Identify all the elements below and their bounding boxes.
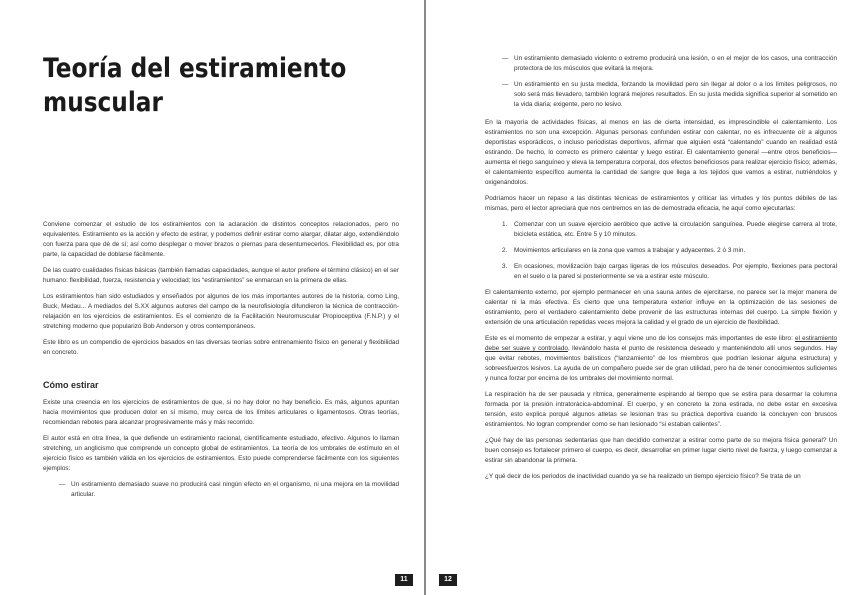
- dash-marker: —: [502, 81, 509, 88]
- dash-item-text: Un estiramiento demasiado violento o extremo producirá una lesión, o en el mejor de los casos, una contracción protectora de los músculos que evitará la mejora.: [514, 55, 837, 72]
- section-heading: Cómo estirar: [43, 380, 99, 390]
- item-number: 1.: [502, 221, 508, 228]
- dash-marker: —: [59, 481, 66, 488]
- numbered-list-item: [485, 262, 837, 282]
- chapter-title: [43, 52, 353, 120]
- dash-list-item: [485, 80, 837, 110]
- dash-item-text: Un estiramiento demasiado suave no producirá casi ningún efecto en el organismo, ni una mejora en la movilidad articular.: [71, 481, 399, 498]
- paragraph: De las cuatro cualidades físicas básicas (también llamadas capacidades, aunque el autor prefiere el término clásico) en el ser humano: flexibilidad, fuerza, resistencia y velocidad; los “estiramientos” se enmarcan en la primera de ellas.: [43, 267, 399, 284]
- chapter-title-line1: Teoría del estiramiento: [43, 53, 347, 84]
- paragraph: El calentamiento externo, por ejemplo permanecer en una sauna antes de ejercitarse, no parece ser la mejor manera de calentar ni la más efectiva. Es cierto que una temperatura exterior influye en la optimización de las sesiones de estiramiento, pero el verdadero calentamiento debe provenir de las estructuras internas del cuerpo. La simple flexión y extensión de una articulación repetidas veces mejora la calidad y el grado de un ejercicio de flexibilidad.: [485, 289, 837, 326]
- page-number: 11: [395, 574, 413, 586]
- item-text: Comenzar con un suave ejercicio aeróbico que active la circulación sanguínea. Puede elegirse carrera al trote, bicicleta estática, etc. Entre 5 y 10 minutos.: [514, 221, 837, 238]
- paragraph-text: Este es el momento de empezar a estirar, y aquí viene uno de los consejos más importantes de este libro:: [485, 335, 796, 342]
- paragraph: Existe una creencia en los ejercicios de estiramientos de que, si no hay dolor no hay beneficio. Es más, algunos apuntan hacia movimientos que producen dolor en sí mismo, muy cerca de los límites articulares o ligamentosos. Otras teorías, recomiendan rebotes para alcanzar progresivamente más y más recorrido.: [43, 399, 399, 426]
- right-page: [426, 0, 850, 595]
- right-body-column: [485, 54, 837, 488]
- page-number: 12: [439, 574, 457, 586]
- item-text: En ocasiones, movilización bajo cargas ligeras de los músculos deseados. Por ejemplo, flexiones para pectoral en el suelo o la pared si posteriormente se va a estirar este músculo.: [514, 263, 837, 280]
- paragraph-text: , llevándolo hasta el punto de resistencia deseado y manteniéndolo allí unos segundos. Hay que evitar rebotes, movimientos balísticos (“lanzamiento” de los miembros que podrían lesionar alguna estructura) y sobreesfuerzos lesivos. La ayuda de un compañero puede ser de gran utilidad, pero ha de tener conocimientos suficientes y nunca forzar por encima de los umbrales del movimiento normal.: [485, 345, 837, 382]
- paragraph: [485, 334, 837, 384]
- left-body-column: [43, 220, 399, 506]
- paragraph: Este libro es un compendio de ejercicios basados en las diversas teorías sobre entrenamiento físico en general y flexibilidad en concreto.: [43, 339, 399, 356]
- item-number: 2.: [502, 247, 508, 254]
- paragraph: ¿Y qué decir de los periodos de inactividad cuando ya se ha realizado un tiempo ejercicio físico? Se trata de un: [485, 473, 801, 480]
- paragraph: El autor está en otra línea, la que defiende un estiramiento racional, científicamente estudiado, efectivo. Algunos lo llaman stretching, un anglicismo que comprende un concepto global de estiramientos. La teoría de los umbrales de estímulo en el ejercicio físico es también válida en los ejercicios de estiramientos. Esto puede comprenderse fácilmente con los siguientes ejemplos:: [43, 435, 399, 472]
- underlined-phrase: el estiramiento debe ser suave y controlado: [485, 335, 837, 352]
- item-number: 3.: [502, 263, 508, 270]
- paragraph: En la mayoría de actividades físicas, al menos en las de cierta intensidad, es imprescindible el calentamiento. Los estiramientos no son una excepción. Algunas personas confunden estirar con calentar, no es infrecuente oír a algunos deportistas esporádicos, o incluso periodistas deportivos, afirmar que alguien está “calentando” cuando en realidad está estirando. De hecho, lo correcto es primero calentar y luego estirar. El calentamiento general —entre otros beneficios— aumenta el riego sanguíneo y eleva la temperatura corporal, dos efectos beneficiosos para realizar ejercicio físico; además, el calentamiento específico aumenta la cantidad de sangre que llega a los tejidos que vamos a estirar, nutriéndolos y oxigenándolos.: [485, 119, 837, 186]
- numbered-list-item: [485, 246, 837, 256]
- chapter-title-line2: muscular: [43, 87, 163, 118]
- paragraph: Conviene comenzar el estudio de los estiramientos con la aclaración de distintos conceptos relacionados, pero no equivalentes. Estiramiento es la acción y efecto de estirar, y podemos definir estirar como alargar, dilatar algo, extendiéndolo con fuerza para que dé de sí; así como desplegar o mover brazos o piernas para desentumecerlos. Flexibilidad es, por otra parte, la capacidad de doblarse fácilmente.: [43, 221, 399, 258]
- item-text: Movimientos articulares en la zona que vamos a trabajar y adyacentes. 2 ó 3 min.: [514, 247, 746, 254]
- paragraph: La respiración ha de ser pausada y rítmica, generalmente espirando al tiempo que se estira para desarmar la columna formada por la presión intratorácica-abdominal. El cuerpo, y en concreto la zona estirada, no debe estar en excesiva tensión, esto explica porqué algunos atletas se lesionan tras su práctica deportiva cuando la concluyen con bruscos estiramientos. No logran comprender como se han lesionado “si estaban calientes”.: [485, 391, 837, 428]
- paragraph: Los estiramientos han sido estudiados y enseñados por algunos de los más importantes autores de la historia, como Ling, Buck, Medau... A mediados del S.XX algunos autores del campo de la neurofisiología difundieron la técnica de contracción-relajación en los ejercicios de estiramientos. Es el comienzo de la Facilitación Neuromuscular Propioceptiva (F.N.P.) y el stretching moderno que popularizó Bob Anderson y otros contemporáneos.: [43, 293, 399, 330]
- paragraph: ¿Qué hay de las personas sedentarias que han decidido comenzar a estirar como parte de su mejora física general? Un buen consejo es fortalecer primero el cuerpo, es decir, desarrollar en primer lugar cierto nivel de fuerza, y luego comenzar a estirar sin abandonar la primera.: [485, 437, 837, 464]
- dash-list-item: [485, 54, 837, 74]
- dash-marker: —: [502, 55, 509, 62]
- dash-item-text: Un estiramiento en su justa medida, forzando la movilidad pero sin llegar al dolor o a los límites peligrosos, no solo será más llevadero, también logrará mejores resultados. En su justa medida significa superior al sometido en la vida diaria; exigente, pero no lesivo.: [514, 81, 837, 108]
- left-page: [0, 0, 424, 595]
- numbered-list-item: [485, 220, 837, 240]
- dash-list-item: [43, 480, 399, 500]
- paragraph: Podríamos hacer un repaso a las distintas técnicas de estiramientos y criticar las virtudes y los puntos débiles de las mismas, pero el lector apreciará que nos centremos en las de demostrada eficacia, he aquí como ejecutarlas:: [485, 195, 837, 212]
